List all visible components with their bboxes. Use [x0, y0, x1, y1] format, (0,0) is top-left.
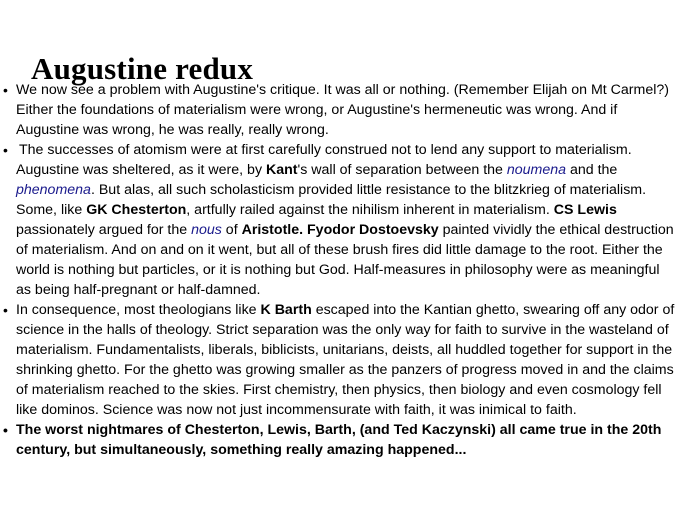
bullet-item-1 — [3, 80, 675, 140]
bullet-item-2 — [3, 140, 675, 300]
name-aristotle-dostoevsky: Aristotle. Fyodor Dostoevsky — [241, 222, 439, 238]
bullet-text: We now see a problem with Augustine's critique. It was all or nothing. (Remember Elijah on Mt Carmel?) Either the foundations of materialism were wrong, or Augustine's hermeneutic was wrong. And if Augustine was wrong, he was really, really wrong. — [16, 82, 669, 138]
bullet-icon: • — [3, 82, 8, 98]
term-phenomena: phenomena — [16, 182, 91, 198]
name-chesterton: GK Chesterton — [86, 202, 187, 218]
slide-title: Augustine redux — [31, 50, 254, 86]
text-run: In consequence, most theologians like — [16, 302, 261, 318]
bullet-text: The worst nightmares of Chesterton, Lewis, Barth, (and Ted Kaczynski) all came true in the 20th century, but simultaneously, something really amazing happened... — [16, 422, 662, 458]
name-barth: K Barth — [260, 302, 312, 318]
bullet-icon: • — [3, 302, 8, 318]
text-run: The successes of atomism were at first carefully construed not to lend any support to materialism. Augustine was sheltered, as it were, by — [16, 142, 632, 178]
bullet-item-4 — [3, 420, 675, 460]
text-run: of — [221, 222, 242, 238]
name-lewis: CS Lewis — [553, 202, 617, 218]
term-noumena: noumena — [506, 162, 567, 178]
bullet-text — [16, 142, 674, 298]
bullet-icon: • — [3, 422, 8, 438]
text-run: 's wall of separation between the — [297, 162, 507, 178]
bullet-text — [16, 302, 674, 418]
bullet-item-3 — [3, 300, 675, 420]
term-nous: nous — [191, 222, 222, 238]
text-run: . But alas, all such scholasticism provided little resistance to the blitzkrieg of materialism. Some, like — [16, 182, 647, 218]
bullet-icon: • — [3, 142, 8, 158]
text-run: and the — [566, 162, 618, 178]
text-run: painted vividly the ethical destruction of materialism. And on and on it went, but all of these brush fires did little damage to the root. Either the world is nothing but particles, or it is nothing but God. Half-measures in philosophy were as meaningful as being half-pregnant or half-damned. — [16, 222, 674, 298]
text-run: passionately argued for the — [16, 222, 192, 238]
text-run: , artfully railed against the nihilism inherent in materialism. — [186, 202, 554, 218]
bullet-list — [3, 80, 675, 460]
name-kant: Kant — [266, 162, 298, 178]
text-run: escaped into the Kantian ghetto, swearing off any odor of science in the halls of theology. Strict separation was the only way for faith to survive in the wasteland of materialism. Fundamentalists, liberals, biblicists, unitarians, deists, all huddled together for support in the shrinking ghetto. For the ghetto was growing smaller as the panzers of progress moved in and the claims of materialism reached to the skies. First chemistry, then physics, then biology and even cosmology fell like dominos. Science was now not just incommensurate with faith, it was inimical to faith. — [16, 302, 675, 418]
